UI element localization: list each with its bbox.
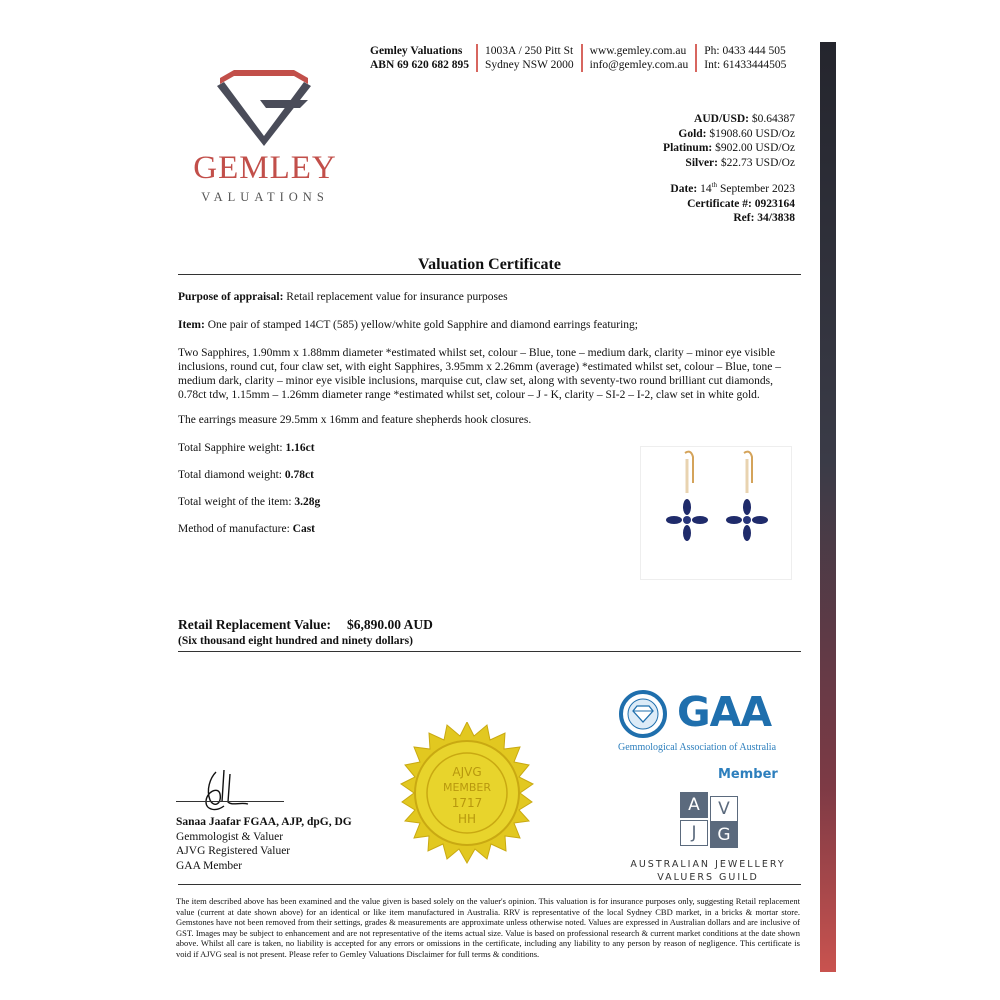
value-divider [178,651,801,652]
ajvg-letter-v: V [710,796,738,822]
logo-subtitle: VALUATIONS [201,190,329,204]
email-link[interactable]: info@gemley.com.au [589,59,689,71]
intl-phone: Int: 61433444505 [704,59,787,71]
ajvg-logo [680,792,740,848]
disclaimer-text: The item described above has been examined and the value given is based solely on the valuer's opinion. This valuation is for insurance purposes only, suggesting Retail replacement value (current at date shown above) for an identical or like item manufactured in Australia. RRV is representative of the local Sydney CBD market, in a bricks & mortar store. Gemstones have not been removed from their settings, grades & measurements are approximate unless otherwise noted. Values are expressed in Australian dollars and are inclusive of GST. Images may be subject to enhancement and are not representative of the items actual size. Value is based on professional research & current market conditions at the date shown above. Whilst all care is taken, no liability is accepted for any errors or omissions in the certificate, including any liability to any person by reason of negligence. This certificate is void if AJVG seal is not present. Please refer to Gemley Valuations Disclaimer for full terms & conditions. [176,896,800,959]
rate-gold: Gold: $1908.60 USD/Oz [678,127,795,140]
reference: Ref: 34/3838 [733,212,795,224]
ajvg-letter-a: A [680,792,708,818]
rate-silver: Silver: $22.73 USD/Oz [685,156,795,169]
page-title: Valuation Certificate [418,256,561,273]
purpose: Purpose of appraisal: Retail replacement value for insurance purposes [178,291,508,303]
spec-diamond: Total diamond weight: 0.78ct [178,469,314,481]
signer-role2: AJVG Registered Valuer [176,845,291,857]
company-column [370,44,476,72]
ajvg-name [628,858,788,884]
company-name: Gemley Valuations [370,45,463,57]
address-line1: 1003A / 250 Pitt St [485,45,574,57]
web-column [581,44,696,72]
rate-audusd: AUD/USD: $0.64387 [694,113,795,125]
signer-name: Sanaa Jaafar FGAA, AJP, dpG, DG [176,816,352,828]
ajvg-name-line1: AUSTRALIAN JEWELLERY [630,859,786,870]
date: Date: 14th September 2023 [670,181,795,195]
spec-total-weight: Total weight of the item: 3.28g [178,496,321,508]
seal-line2: MEMBER [442,781,492,794]
phone-column [695,44,793,72]
footer-divider [178,884,801,885]
item: Item: One pair of stamped 14CT (585) yellow/white gold Sapphire and diamond earrings featuring; [178,319,638,331]
signature-line [176,801,284,802]
address-column [476,44,581,72]
title-divider [178,274,801,275]
decorative-side-bar [820,42,836,972]
contact-header [370,44,793,72]
value-in-words: (Six thousand eight hundred and ninety dollars) [178,635,413,647]
gaa-emblem-icon [614,690,672,738]
spec-sapphire: Total Sapphire weight: 1.16ct [178,442,315,454]
ajvg-name-line2: VALUERS GUILD [657,872,759,883]
rate-platinum: Platinum: $902.00 USD/Oz [663,142,795,154]
address-line2: Sydney NSW 2000 [485,59,574,71]
logo-wordmark: GEMLEY [193,150,337,186]
gaa-acronym: GAA [677,688,772,736]
signer-block [176,815,352,873]
gaa-member-label: Member [718,767,778,782]
seal-line4: HH [457,812,477,826]
signer-role1: Gemmologist & Valuer [176,830,284,843]
gaa-full-name: Gemmological Association of Australia [618,742,777,753]
ajvg-letter-g: G [710,822,738,848]
measurements: The earrings measure 29.5mm x 16mm and feature shepherds hook closures. [178,414,532,426]
website-link[interactable]: www.gemley.com.au [589,45,687,57]
earring-image-icon [641,447,791,579]
ajvg-gold-seal-icon [392,722,542,872]
seal-line3: 1717 [451,796,483,810]
certificate-meta [670,182,795,226]
gemley-logo-icon [214,70,314,146]
metal-rates [663,112,795,170]
phone: Ph: 0433 444 505 [704,45,786,57]
abn: ABN 69 620 682 895 [370,59,470,71]
signer-role3: GAA Member [176,859,243,872]
ajvg-letter-j: J [680,820,708,846]
earrings-photo [640,446,792,580]
handwritten-signature-icon [190,768,260,816]
item-description: Two Sapphires, 1.90mm x 1.88mm diameter *estimated whilst set, colour – Blue, tone – medium dark, clarity – minor eye visible inclusions, round cut, four claw set, with eight Sapphires, 3.95mm x 2.26mm (average) *estimated whilst set, colour – Blue, tone – medium dark, clarity – minor eye visible inclusions, marquise cut, claw set, along with seventy-two round brilliant cut diamonds, 0.78ct tdw, 1.15mm – 1.26mm diameter range *estimated whilst set, colour – J - K, clarity – SI-2 – I-2, claw set in white gold. [178,347,781,401]
certificate-number: Certificate #: 0923164 [687,197,795,210]
spec-manufacture: Method of manufacture: Cast [178,523,316,535]
retail-replacement-value: Retail Replacement Value: $6,890.00 AUD [178,617,433,632]
seal-line1: AJVG [452,765,482,779]
